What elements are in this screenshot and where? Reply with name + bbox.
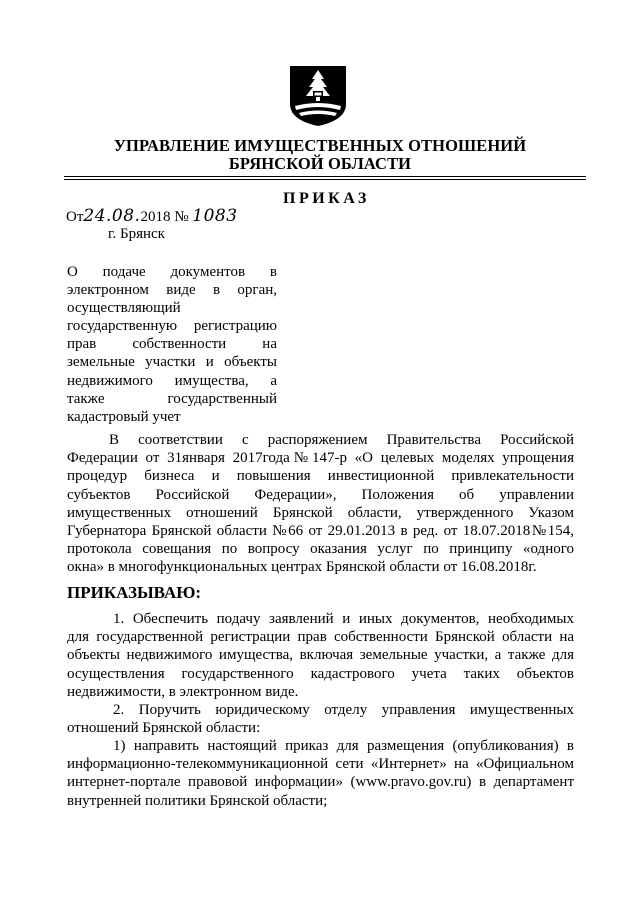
handwritten-date: 24.08. — [83, 206, 141, 226]
preamble-line: имущественных отношений Брянской области, утвержденного Указом — [67, 504, 574, 521]
header-rule-thin — [64, 179, 586, 180]
subject-line: прав собственности на — [67, 336, 277, 353]
handwritten-number: 1083 — [192, 206, 238, 226]
subject-line: недвижимого имущества, а — [67, 372, 277, 389]
coat-of-arms-icon — [287, 64, 349, 128]
document-title: ПРИКАЗ — [283, 190, 370, 207]
preamble-line: Губернатора Брянской области №66 от 29.01.2013 в ред. от 18.07.2018№154, — [67, 523, 574, 540]
item-1-line: 1. Обеспечить подачу заявлений и иных документов, необходимых — [113, 611, 574, 627]
item-2-1-line: информационно-телекоммуникационной сети «Интернет» на «Официальном — [67, 756, 574, 773]
preamble-line: В соответствии с распоряжением Правительства Российской — [109, 432, 574, 448]
header-rule-thick — [64, 176, 586, 177]
year-and-number-sign: 2018 № — [140, 209, 189, 225]
item-2-1-paragraph — [67, 737, 574, 810]
preamble-line: субъектов Российской Федерации», Положения об управлении — [67, 486, 574, 503]
subject-line: электронном виде в орган, — [67, 282, 277, 299]
subject-line: государственную регистрацию — [67, 318, 277, 335]
item-2-1-line: интернет-портале правовой информации» (www.pravo.gov.ru) в департамент — [67, 774, 574, 791]
order-heading: ПРИКАЗЫВАЮ: — [67, 583, 202, 602]
item-2-paragraph — [67, 701, 574, 737]
preamble-line: Федерации от 31января 2017года№147-р «О целевых моделях упрощения — [67, 450, 574, 467]
date-prefix: От — [66, 209, 84, 225]
item-1-line: для государственной регистрации прав собственности Брянской области на — [67, 629, 574, 646]
subject-line: осуществляющий — [67, 300, 181, 317]
preamble-line: процедур бизнеса и повышения инвестиционной привлекательности — [67, 468, 574, 485]
subject-line: также государственный — [67, 390, 277, 407]
item-1-paragraph — [67, 610, 574, 701]
organization-name-line1: УПРАВЛЕНИЕ ИМУЩЕСТВЕННЫХ ОТНОШЕНИЙ — [113, 136, 527, 155]
preamble-paragraph — [67, 431, 574, 577]
item-1-line: осуществления государственного кадастрового учета таких объектов — [67, 665, 574, 682]
item-1-line: недвижимости, в электронном виде. — [67, 683, 299, 700]
subject-block — [67, 263, 277, 426]
item-2-line: 2. Поручить юридическому отделу управления имущественных — [113, 702, 574, 718]
preamble-line: окна» в многофункциональных центрах Брянской области от 16.08.2018г. — [67, 559, 537, 576]
item-2-line: отношений Брянской области: — [67, 720, 261, 737]
city: г. Брянск — [108, 226, 165, 242]
preamble-line: протокола совещания по вопросу оказания услуг по принципу «одного — [67, 541, 574, 558]
organization-name-line2: БРЯНСКОЙ ОБЛАСТИ — [228, 154, 412, 173]
subject-line: земельные участки и объекты — [67, 354, 277, 371]
item-2-1-line: 1) направить настоящий приказ для размещения (опубликования) в — [113, 738, 574, 754]
item-2-1-line: внутренней политики Брянской области; — [67, 792, 328, 809]
item-1-line: объекты недвижимого имущества, включая земельные участки, а также для — [67, 647, 574, 664]
subject-line: О подаче документов в — [67, 264, 277, 280]
subject-line: кадастровый учет — [67, 408, 181, 425]
date-number-line — [66, 206, 238, 226]
